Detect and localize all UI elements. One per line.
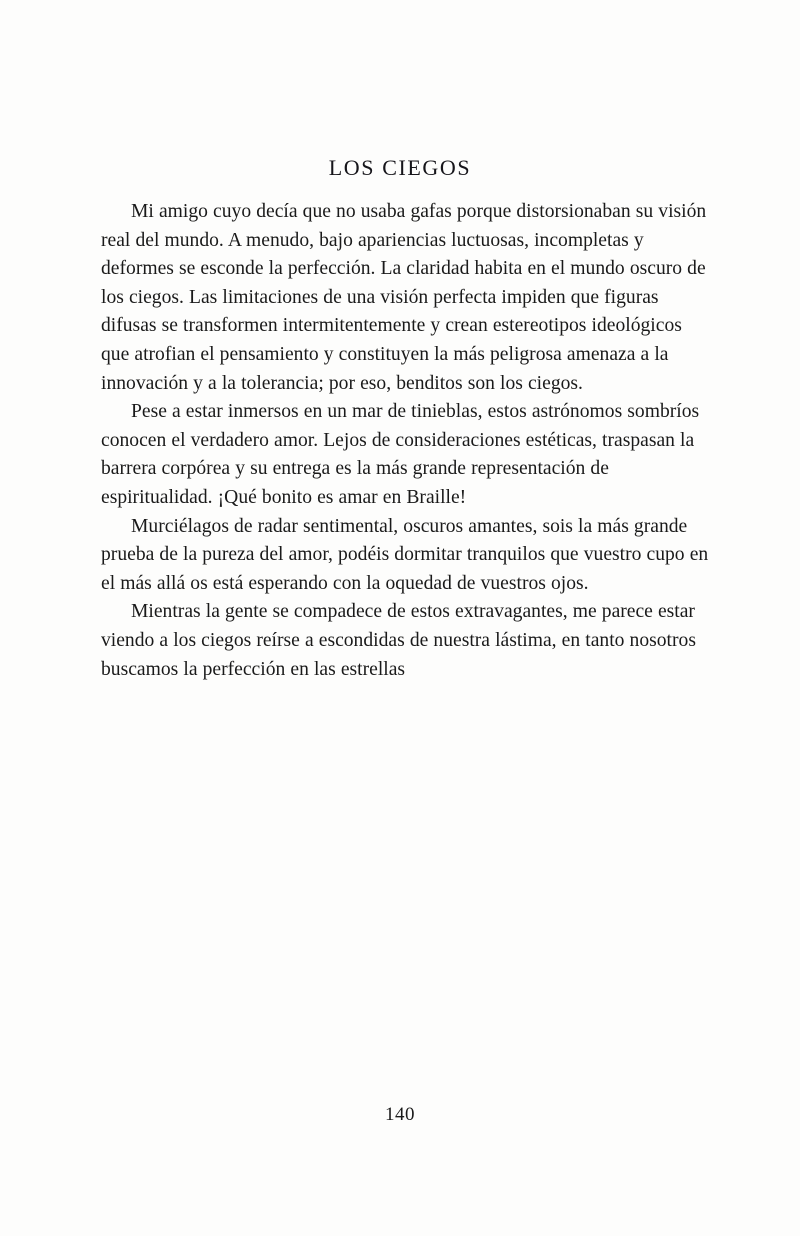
paragraph: Murciélagos de radar sentimental, oscuros amantes, sois la más grande prueba de la pureza del amor, podéis dormitar tranquilos que vuestro cupo en el más allá os está esperando con la oquedad de vuestros ojos. xyxy=(101,515,709,594)
page-title: LOS CIEGOS xyxy=(328,154,472,180)
paragraph: Mientras la gente se compadece de estos extravagantes, me parece estar viendo a los ciegos reírse a escondidas de nuestra lástima, en tanto nosotros buscamos la perfección en las estrellas xyxy=(101,601,696,680)
page-number: 140 xyxy=(385,1104,415,1125)
paragraph: Mi amigo cuyo decía que no usaba gafas porque distorsionaban su visión real del mundo. A menudo, bajo apariencias luctuosas, incompletas y deformes se esconde la perfección. La claridad habita en el mundo oscuro de los ciegos. Las limitaciones de una visión perfecta impiden que figuras difusas se transformen intermitentemente y crean estereotipos ideológicos que atrofian el pensamiento y constituyen la más peligrosa amenaza a la innovación y a la tolerancia; por eso, benditos son los ciegos. xyxy=(101,201,707,394)
body-text xyxy=(101,198,711,684)
paragraph: Pese a estar inmersos en un mar de tinieblas, estos astrónomos sombríos conocen el verdadero amor. Lejos de consideraciones estéticas, traspasan la barrera corpórea y su entrega es la más grande representación de espiritualidad. ¡Qué bonito es amar en Braille! xyxy=(101,401,700,508)
